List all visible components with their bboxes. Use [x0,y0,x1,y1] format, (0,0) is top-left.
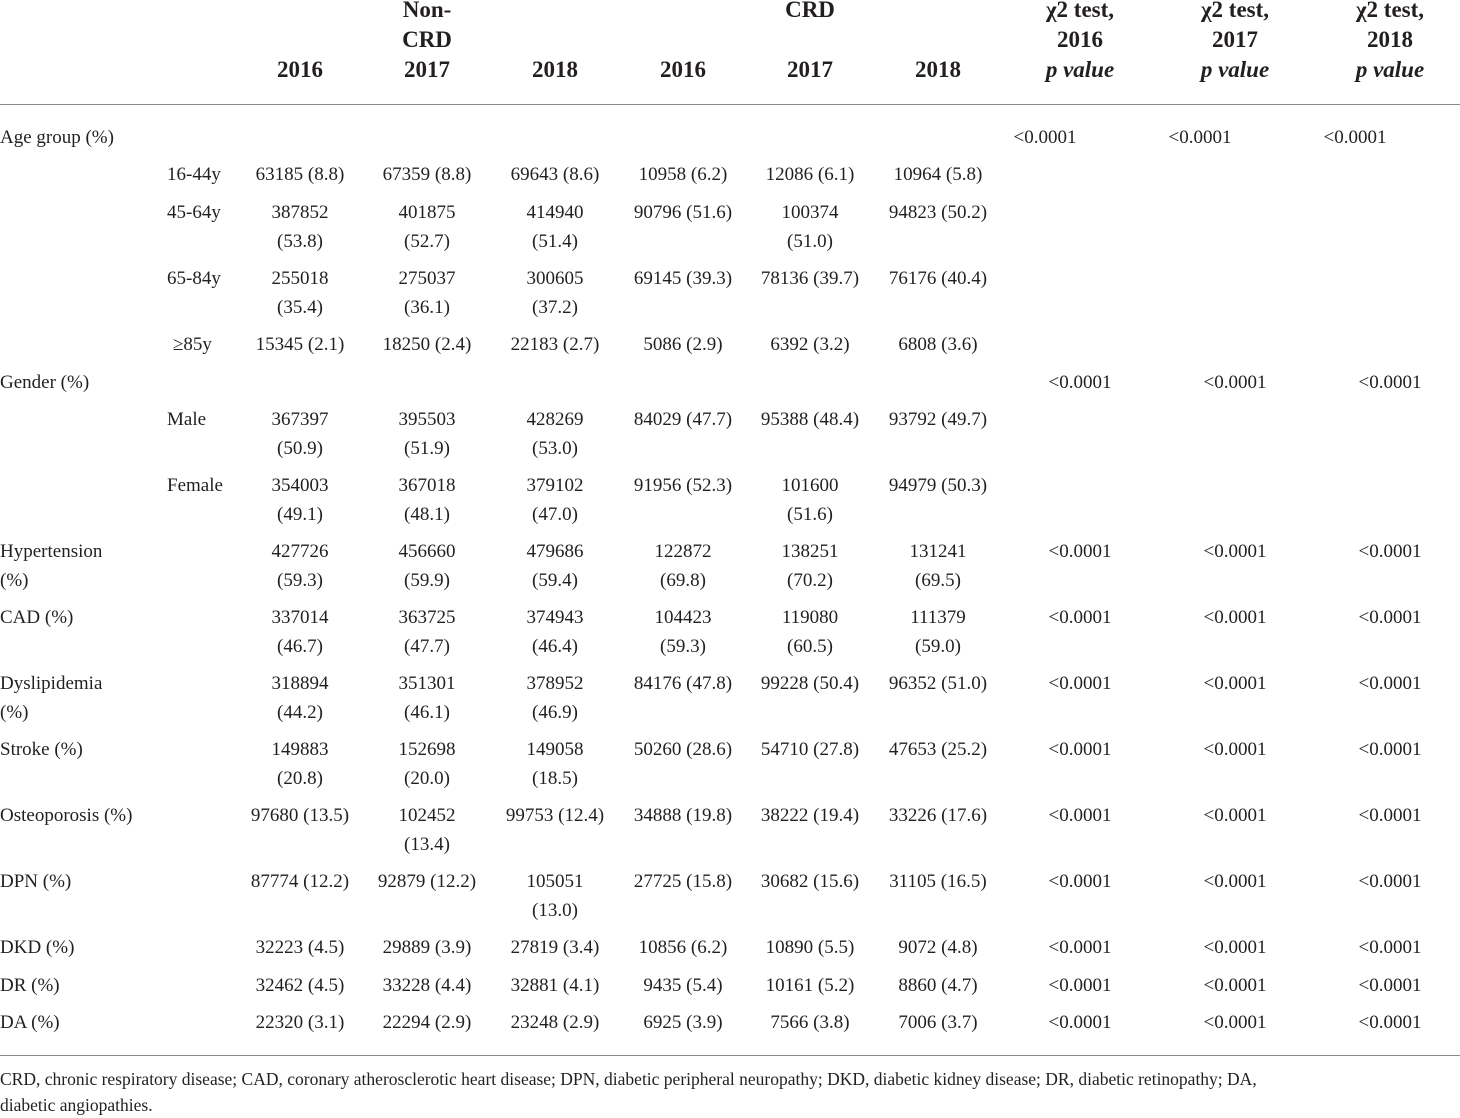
cell-cad-crd-2016: 104423 [654,607,712,628]
cell-osteoporosis-noncrd-2017: 102452 [398,805,456,826]
cell-65-84-noncrd-2018-pct: (37.2) [532,297,578,318]
header-year-crd-2018: 2018 [915,57,961,82]
row-label-gender: Gender (%) [0,372,90,393]
cell-da-crd-2016: 6925 (3.9) [643,1012,723,1033]
cell-dkd-crd-2018: 9072 (4.8) [898,937,978,958]
cell-hypertension-crd-2017: 138251 [781,541,839,562]
header-chi-2017-line3 [1165,55,1305,85]
cell-cad-crd-2017: 119080 [781,607,839,628]
cell-85-noncrd-2018: 22183 (2.7) [510,334,600,355]
pvalue-stroke-2016: <0.0001 [1048,739,1112,760]
cell-dr-noncrd-2017: 33228 (4.4) [382,975,472,996]
header-chi-2017-pvalue: p value [1200,57,1270,82]
footnote-line1: CRD, chronic respiratory disease; CAD, coronary atherosclerotic heart disease; DPN, diabetic peripheral neuropathy; DKD, diabetic kidney disease; DR, diabetic retinopathy; DA, [0,1069,1257,1089]
pvalue-dyslipidemia-2016: <0.0001 [1048,673,1112,694]
header-chi-2017-line2: 2017 [1212,27,1258,52]
header-rule [0,104,1460,105]
cell-osteoporosis-crd-2017: 38222 (19.4) [760,805,860,826]
cell-65-84-noncrd-2017: 275037 [398,268,456,289]
cell-65-84-crd-2017: 78136 (39.7) [760,268,860,289]
pvalue-dkd-2016: <0.0001 [1048,937,1112,958]
pvalue-gender-2017: <0.0001 [1203,372,1267,393]
row-label-age-group: Age group (%) [0,127,114,148]
row-label-85-plus: ≥85y [173,334,212,355]
row-label-female: Female [167,475,223,496]
cell-stroke-crd-2016: 50260 (28.6) [633,739,733,760]
cell-male-crd-2018: 93792 (49.7) [888,409,988,430]
cell-dr-crd-2017: 10161 (5.2) [765,975,855,996]
cell-stroke-crd-2018: 47653 (25.2) [888,739,988,760]
cell-male-crd-2017: 95388 (48.4) [760,409,860,430]
row-label-dpn: DPN (%) [0,871,72,892]
header-noncrd-line2: CRD [402,27,452,52]
pvalue-dpn-2017: <0.0001 [1203,871,1267,892]
pvalue-dpn-2018: <0.0001 [1358,871,1422,892]
row-label-osteoporosis: Osteoporosis (%) [0,805,133,826]
cell-osteoporosis-noncrd-2017-pct: (13.4) [404,834,450,855]
pvalue-da-2017: <0.0001 [1203,1012,1267,1033]
row-label-male: Male [167,409,207,430]
cell-45-64-noncrd-2018-pct: (51.4) [532,231,578,252]
cell-85-crd-2018: 6808 (3.6) [898,334,978,355]
pvalue-age-2016: <0.0001 [1013,127,1077,148]
header-chi-2016-pvalue: p value [1045,57,1115,82]
cell-45-64-crd-2016: 90796 (51.6) [633,202,733,223]
cell-dr-noncrd-2016: 32462 (4.5) [255,975,345,996]
cell-cad-noncrd-2018: 374943 [526,607,584,628]
header-year-crd-2017: 2017 [787,57,833,82]
header-chi-2018-line2: 2018 [1367,27,1413,52]
cell-45-64-noncrd-2017-pct: (52.7) [404,231,450,252]
cell-hypertension-noncrd-2017: 456660 [398,541,456,562]
cell-dyslipidemia-noncrd-2017: 351301 [398,673,456,694]
cell-dr-crd-2016: 9435 (5.4) [643,975,723,996]
cell-dkd-noncrd-2018: 27819 (3.4) [510,937,600,958]
cell-hypertension-crd-2016: 122872 [654,541,712,562]
row-label-cad: CAD (%) [0,607,74,628]
footer-rule [0,1055,1460,1056]
pvalue-dpn-2016: <0.0001 [1048,871,1112,892]
cell-stroke-noncrd-2016: 149883 [271,739,329,760]
cell-female-crd-2017-pct: (51.6) [787,504,833,525]
cell-stroke-noncrd-2017: 152698 [398,739,456,760]
pvalue-cad-2018: <0.0001 [1358,607,1422,628]
cell-dpn-crd-2018: 31105 (16.5) [889,871,987,892]
cell-16-44-crd-2018: 10964 (5.8) [893,164,983,185]
cell-65-84-crd-2018: 76176 (40.4) [888,268,988,289]
cell-hypertension-noncrd-2018-pct: (59.4) [532,570,578,591]
cell-cad-noncrd-2018-pct: (46.4) [532,636,578,657]
row-label-dyslipidemia: Dyslipidemia [0,673,103,694]
footnote-line2: diabetic angiopathies. [0,1095,153,1115]
cell-65-84-crd-2016: 69145 (39.3) [633,268,733,289]
pvalue-gender-2018: <0.0001 [1358,372,1422,393]
cell-male-noncrd-2018: 428269 [526,409,584,430]
cell-male-noncrd-2016: 367397 [271,409,329,430]
cell-dyslipidemia-noncrd-2017-pct: (46.1) [404,702,450,723]
pvalue-stroke-2018: <0.0001 [1358,739,1422,760]
cell-85-crd-2017: 6392 (3.2) [770,334,850,355]
cell-hypertension-crd-2016-pct: (69.8) [660,570,706,591]
cell-45-64-noncrd-2016-pct: (53.8) [277,231,323,252]
cell-female-noncrd-2016-pct: (49.1) [277,504,323,525]
cell-45-64-crd-2018: 94823 (50.2) [888,202,988,223]
header-chi-2017-line1: χ2 test, [1200,0,1270,22]
cell-dyslipidemia-noncrd-2018-pct: (46.9) [532,702,578,723]
pvalue-osteoporosis-2016: <0.0001 [1048,805,1112,826]
row-label-16-44: 16-44y [167,164,221,185]
pvalue-dkd-2017: <0.0001 [1203,937,1267,958]
row-label-45-64: 45-64y [167,202,221,223]
cell-osteoporosis-noncrd-2018: 99753 (12.4) [505,805,605,826]
cell-45-64-crd-2017: 100374 [781,202,839,223]
cell-dkd-crd-2016: 10856 (6.2) [638,937,728,958]
cell-dr-crd-2018: 8860 (4.7) [898,975,978,996]
cell-dpn-crd-2016: 27725 (15.8) [633,871,733,892]
cell-dyslipidemia-crd-2018: 96352 (51.0) [888,673,988,694]
cell-45-64-noncrd-2016: 387852 [271,202,329,223]
table-footnote [0,1066,1460,1118]
cell-da-crd-2018: 7006 (3.7) [898,1012,978,1033]
header-chi-2018-line3 [1320,55,1460,85]
cell-hypertension-noncrd-2016-pct: (59.3) [277,570,323,591]
pvalue-dr-2016: <0.0001 [1048,975,1112,996]
row-label-hypertension-line2: (%) [0,570,29,591]
header-chi-2016-line2: 2016 [1057,27,1103,52]
cell-osteoporosis-crd-2016: 34888 (19.8) [633,805,733,826]
cell-dr-noncrd-2018: 32881 (4.1) [510,975,600,996]
cell-stroke-noncrd-2018: 149058 [526,739,584,760]
cell-dpn-crd-2017: 30682 (15.6) [760,871,860,892]
cell-female-noncrd-2016: 354003 [271,475,329,496]
cell-hypertension-crd-2018-pct: (69.5) [915,570,961,591]
cell-dyslipidemia-noncrd-2016-pct: (44.2) [277,702,323,723]
cell-cad-crd-2018: 111379 [910,607,966,628]
cell-female-noncrd-2018-pct: (47.0) [532,504,578,525]
pvalue-hypertension-2018: <0.0001 [1358,541,1422,562]
cell-dyslipidemia-crd-2017: 99228 (50.4) [760,673,860,694]
cell-osteoporosis-crd-2018: 33226 (17.6) [888,805,988,826]
cell-female-noncrd-2017-pct: (48.1) [404,504,450,525]
header-chi-2018-pvalue: p value [1355,57,1425,82]
row-label-da: DA (%) [0,1012,60,1033]
pvalue-dkd-2018: <0.0001 [1358,937,1422,958]
cell-male-crd-2016: 84029 (47.7) [633,409,733,430]
cell-osteoporosis-noncrd-2016: 97680 (13.5) [250,805,350,826]
pvalue-dyslipidemia-2017: <0.0001 [1203,673,1267,694]
cell-dyslipidemia-noncrd-2018: 378952 [526,673,584,694]
header-chi-2016-line1: χ2 test, [1045,0,1115,22]
cell-hypertension-noncrd-2017-pct: (59.9) [404,570,450,591]
cell-male-noncrd-2016-pct: (50.9) [277,438,323,459]
cell-male-noncrd-2017-pct: (51.9) [404,438,450,459]
cell-dkd-noncrd-2017: 29889 (3.9) [382,937,472,958]
header-noncrd-line1: Non- [402,0,452,22]
cell-85-noncrd-2016: 15345 (2.1) [255,334,345,355]
cell-female-noncrd-2018: 379102 [526,475,584,496]
cell-stroke-crd-2017: 54710 (27.8) [760,739,860,760]
cell-65-84-noncrd-2016: 255018 [271,268,329,289]
cell-16-44-crd-2017: 12086 (6.1) [765,164,855,185]
pvalue-cad-2017: <0.0001 [1203,607,1267,628]
cell-dkd-noncrd-2016: 32223 (4.5) [255,937,345,958]
cell-dyslipidemia-crd-2016: 84176 (47.8) [633,673,733,694]
pvalue-hypertension-2017: <0.0001 [1203,541,1267,562]
pvalue-dr-2018: <0.0001 [1358,975,1422,996]
cell-dpn-noncrd-2018-pct: (13.0) [532,900,578,921]
cell-16-44-noncrd-2018: 69643 (8.6) [510,164,600,185]
cell-dyslipidemia-noncrd-2016: 318894 [271,673,329,694]
cell-45-64-crd-2017-pct: (51.0) [787,231,833,252]
cell-45-64-noncrd-2018: 414940 [526,202,584,223]
cell-16-44-noncrd-2017: 67359 (8.8) [382,164,472,185]
pvalue-hypertension-2016: <0.0001 [1048,541,1112,562]
cell-cad-noncrd-2016-pct: (46.7) [277,636,323,657]
cell-male-noncrd-2018-pct: (53.0) [532,438,578,459]
cell-hypertension-noncrd-2018: 479686 [526,541,584,562]
pvalue-age-2017: <0.0001 [1168,127,1232,148]
cell-da-noncrd-2018: 23248 (2.9) [510,1012,600,1033]
cell-65-84-noncrd-2017-pct: (36.1) [404,297,450,318]
pvalue-stroke-2017: <0.0001 [1203,739,1267,760]
cell-dpn-noncrd-2018: 105051 [526,871,584,892]
header-year-noncrd-2016: 2016 [277,57,323,82]
header-year-crd-2016: 2016 [660,57,706,82]
row-label-stroke: Stroke (%) [0,739,83,760]
cell-dkd-crd-2017: 10890 (5.5) [765,937,855,958]
row-label-dr: DR (%) [0,975,60,996]
cell-dpn-noncrd-2017: 92879 (12.2) [377,871,477,892]
pvalue-da-2016: <0.0001 [1048,1012,1112,1033]
cell-stroke-noncrd-2016-pct: (20.8) [277,768,323,789]
cell-da-noncrd-2017: 22294 (2.9) [382,1012,472,1033]
header-year-noncrd-2017: 2017 [404,57,450,82]
pvalue-osteoporosis-2017: <0.0001 [1203,805,1267,826]
cell-cad-noncrd-2017: 363725 [398,607,456,628]
cell-da-noncrd-2016: 22320 (3.1) [255,1012,345,1033]
header-chi-2016-line3 [1010,55,1150,85]
cell-hypertension-crd-2018: 131241 [909,541,967,562]
pvalue-age-2018: <0.0001 [1323,127,1387,148]
row-label-dkd: DKD (%) [0,937,75,958]
cell-85-noncrd-2017: 18250 (2.4) [382,334,472,355]
pvalue-cad-2016: <0.0001 [1048,607,1112,628]
cell-female-crd-2018: 94979 (50.3) [888,475,988,496]
header-year-noncrd-2018: 2018 [532,57,578,82]
cell-65-84-noncrd-2018: 300605 [526,268,584,289]
cell-cad-crd-2016-pct: (59.3) [660,636,706,657]
header-crd: CRD [785,0,835,22]
cell-dpn-noncrd-2016: 87774 (12.2) [250,871,350,892]
cell-cad-noncrd-2017-pct: (47.7) [404,636,450,657]
cell-16-44-noncrd-2016: 63185 (8.8) [255,164,345,185]
pvalue-osteoporosis-2018: <0.0001 [1358,805,1422,826]
cell-male-noncrd-2017: 395503 [398,409,456,430]
cell-85-crd-2016: 5086 (2.9) [643,334,723,355]
cell-45-64-noncrd-2017: 401875 [398,202,456,223]
cell-stroke-noncrd-2017-pct: (20.0) [404,768,450,789]
row-label-hypertension: Hypertension [0,541,103,562]
cell-65-84-noncrd-2016-pct: (35.4) [277,297,323,318]
cell-female-crd-2016: 91956 (52.3) [633,475,733,496]
pvalue-gender-2016: <0.0001 [1048,372,1112,393]
cell-hypertension-crd-2017-pct: (70.2) [787,570,833,591]
pvalue-da-2018: <0.0001 [1358,1012,1422,1033]
cell-hypertension-noncrd-2016: 427726 [271,541,329,562]
cell-da-crd-2017: 7566 (3.8) [770,1012,850,1033]
cell-cad-crd-2018-pct: (59.0) [915,636,961,657]
cell-female-crd-2017: 101600 [781,475,839,496]
header-chi-2018-line1: χ2 test, [1355,0,1425,22]
cell-16-44-crd-2016: 10958 (6.2) [638,164,728,185]
row-label-65-84: 65-84y [167,268,221,289]
cell-female-noncrd-2017: 367018 [398,475,456,496]
row-label-dyslipidemia-line2: (%) [0,702,29,723]
cell-cad-crd-2017-pct: (60.5) [787,636,833,657]
cell-stroke-noncrd-2018-pct: (18.5) [532,768,578,789]
cell-cad-noncrd-2016: 337014 [271,607,329,628]
pvalue-dr-2017: <0.0001 [1203,975,1267,996]
pvalue-dyslipidemia-2018: <0.0001 [1358,673,1422,694]
